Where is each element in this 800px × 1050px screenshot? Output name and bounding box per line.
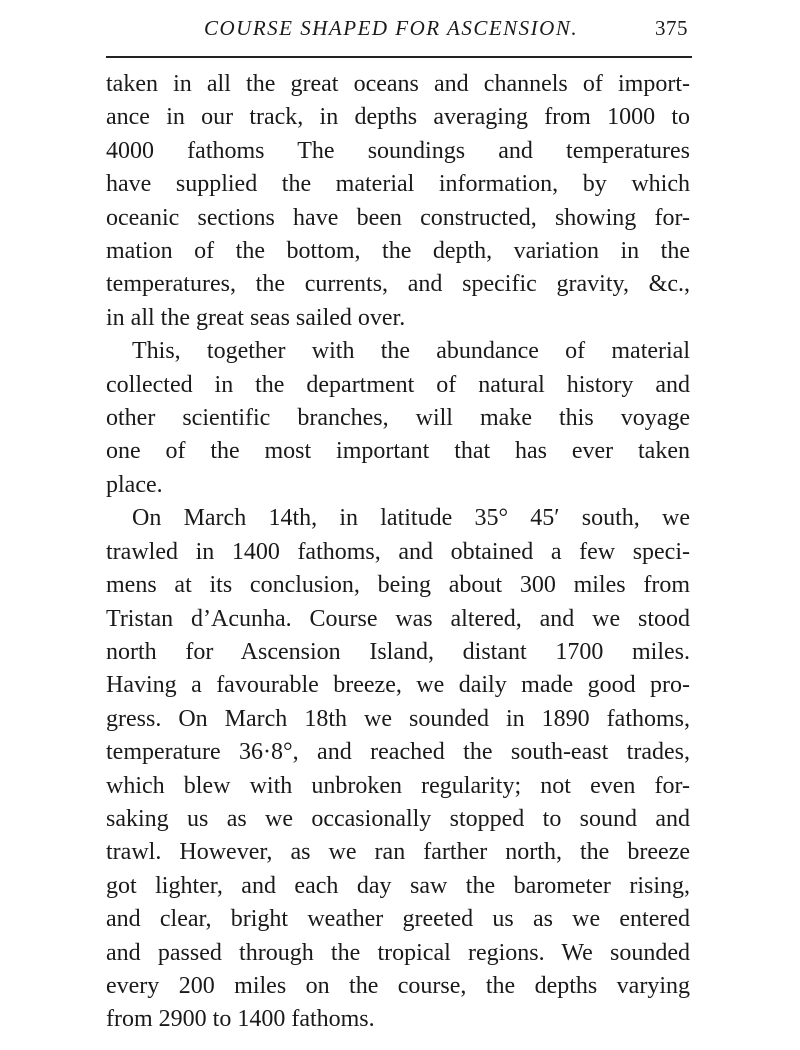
text-line: other scientific branches, will make this voyage bbox=[106, 405, 690, 432]
header-rule bbox=[106, 56, 692, 58]
text-line: Having a favourable breeze, we daily made good pro- bbox=[106, 672, 690, 699]
text-line: and clear, bright weather greeted us as we entered bbox=[106, 906, 690, 933]
text-line: from 2900 to 1400 fathoms. bbox=[106, 1006, 375, 1033]
text-line: every 200 miles on the course, the depths varying bbox=[106, 972, 690, 999]
paragraph bbox=[106, 68, 690, 335]
running-title: COURSE SHAPED FOR ASCENSION. bbox=[204, 16, 579, 40]
text-line: collected in the department of natural history and bbox=[106, 371, 690, 398]
paragraph bbox=[106, 335, 690, 502]
running-head bbox=[104, 16, 692, 50]
text-line: temperatures, the currents, and specific gravity, &c., bbox=[106, 271, 690, 298]
text-line: temperature 36·8°, and reached the south-east trades, bbox=[106, 739, 690, 766]
text-line: mens at its conclusion, being about 300 miles from bbox=[106, 572, 690, 599]
text-line: have supplied the material information, by which bbox=[106, 171, 690, 198]
text-line: and passed through the tropical regions. We sounded bbox=[106, 939, 690, 966]
text-line: saking us as we occasionally stopped to sound and bbox=[106, 805, 690, 832]
text-line: Tristan d’Acunha. Course was altered, and we stood bbox=[106, 605, 690, 632]
text-body bbox=[106, 68, 690, 1037]
text-line: taken in all the great oceans and channels of import- bbox=[106, 71, 690, 97]
paragraph bbox=[106, 502, 690, 1037]
text-line: trawl. However, as we ran farther north, the breeze bbox=[106, 839, 690, 866]
text-line: On March 14th, in latitude 35° 45′ south, we bbox=[132, 505, 690, 532]
page-number: 375 bbox=[655, 16, 688, 40]
text-line: which blew with unbroken regularity; not even for- bbox=[106, 772, 690, 799]
text-line: one of the most important that has ever taken bbox=[106, 438, 690, 465]
text-line: place. bbox=[106, 471, 163, 498]
text-line: got lighter, and each day saw the barometer rising, bbox=[106, 872, 690, 899]
text-line: mation of the bottom, the depth, variation in the bbox=[106, 238, 690, 265]
text-line: gress. On March 18th we sounded in 1890 fathoms, bbox=[106, 705, 690, 732]
text-line: oceanic sections have been constructed, showing for- bbox=[106, 204, 690, 231]
text-line: This, together with the abundance of material bbox=[132, 338, 690, 365]
text-line: 4000 fathoms The soundings and temperatures bbox=[106, 137, 690, 164]
text-line: in all the great seas sailed over. bbox=[106, 304, 406, 331]
text-line: trawled in 1400 fathoms, and obtained a few speci- bbox=[106, 538, 690, 565]
text-line: ance in our track, in depths averaging from 1000 to bbox=[106, 104, 690, 131]
text-line: north for Ascension Island, distant 1700 miles. bbox=[106, 638, 690, 665]
